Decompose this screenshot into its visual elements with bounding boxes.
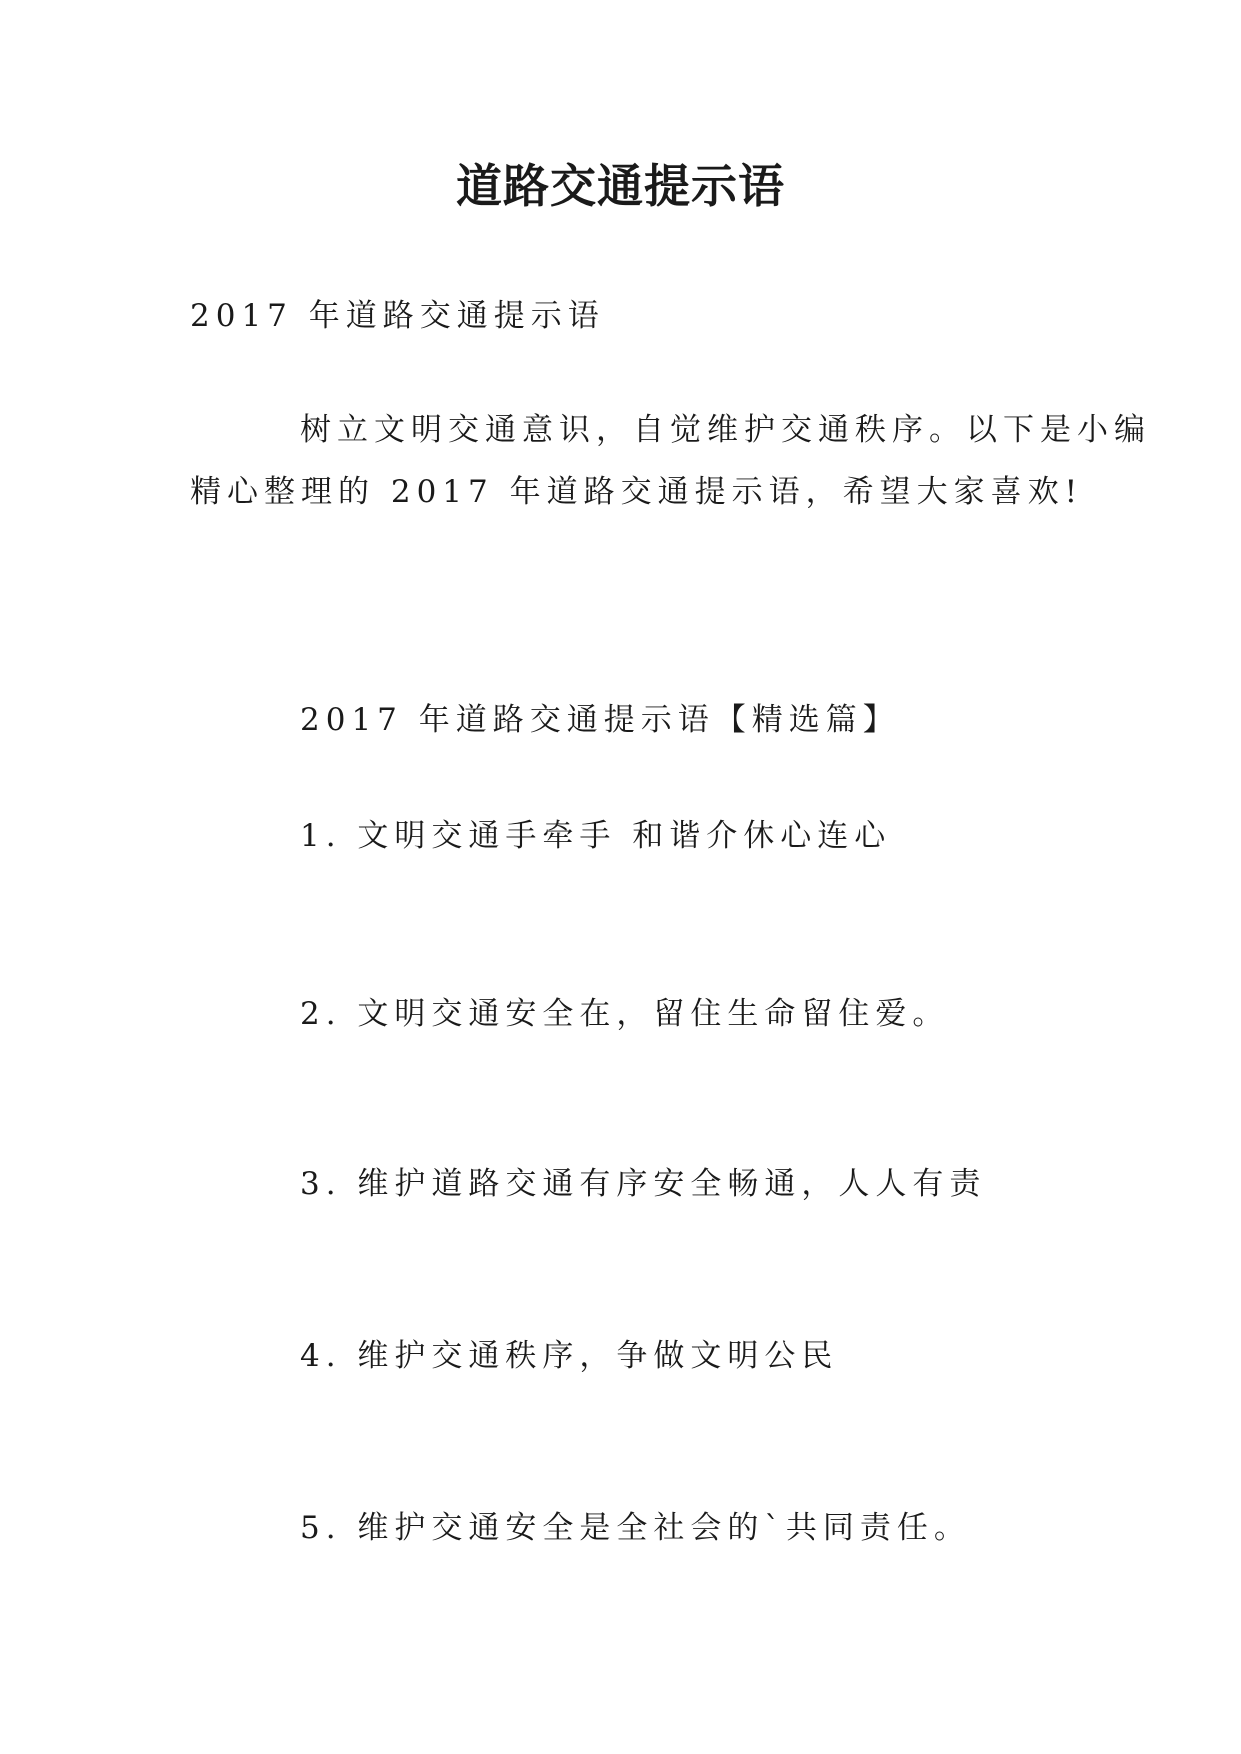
list-item: 4. 维护交通秩序，争做文明公民 [300,1338,839,1374]
section-heading: 2017 年道路交通提示语【精选篇】 [300,702,900,738]
list-item: 2. 文明交通安全在，留住生命留住爱。 [300,996,950,1032]
document-title: 道路交通提示语 [456,159,785,213]
subtitle: 2017 年道路交通提示语 [190,298,605,334]
intro-paragraph-line-1: 树立文明交通意识，自觉维护交通秩序。以下是小编 [300,412,1151,448]
intro-paragraph-line-2: 精心整理的 2017 年道路交通提示语，希望大家喜欢! [190,474,1084,510]
list-item: 5. 维护交通安全是全社会的`共同责任。 [300,1510,971,1546]
list-item: 3. 维护道路交通有序安全畅通，人人有责 [300,1166,987,1202]
list-item: 1. 文明交通手牵手 和谐介休心连心 [300,818,892,854]
